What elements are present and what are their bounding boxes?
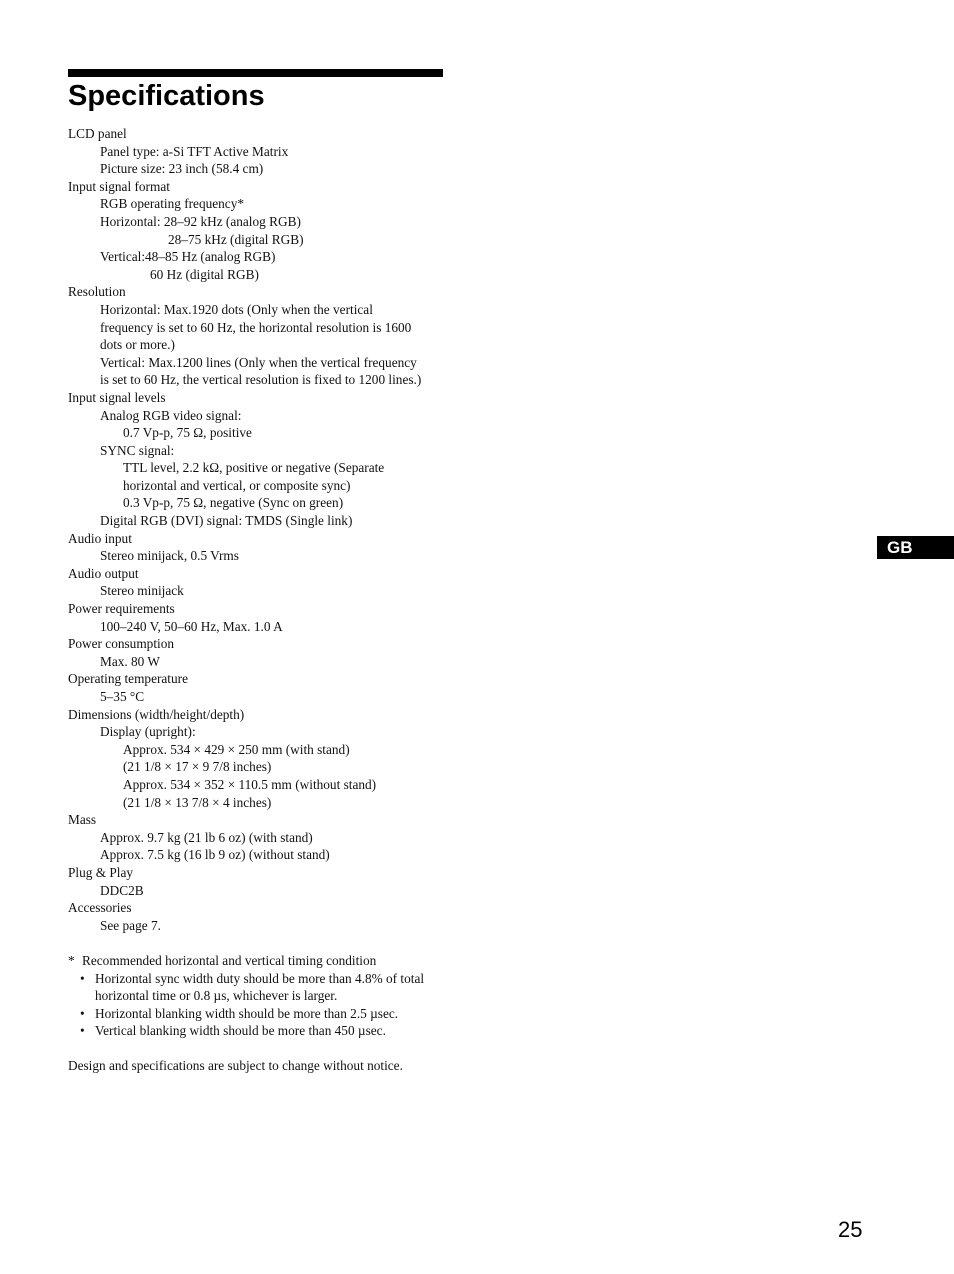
- footnote-bullet-text: Horizontal blanking width should be more than 2.5 µsec.: [95, 1005, 399, 1021]
- spec-detail: frequency is set to 60 Hz, the horizontal resolution is 1600: [100, 319, 412, 335]
- footnote-bullet: [68, 1022, 448, 1040]
- spec-detail: DDC2B: [100, 882, 144, 898]
- spec-heading: Audio output: [68, 565, 139, 581]
- spec-detail: Stereo minijack: [100, 583, 184, 599]
- spec-detail: Digital RGB (DVI) signal: TMDS (Single link): [100, 513, 353, 529]
- spec-detail: Display (upright):: [100, 724, 196, 740]
- spec-heading: Audio input: [68, 530, 132, 546]
- spec-content: [68, 125, 448, 1075]
- spec-heading: LCD panel: [68, 126, 127, 141]
- spacer: [68, 1040, 448, 1058]
- spec-detail: (21 1/8 × 13 7/8 × 4 inches): [123, 794, 272, 810]
- spec-detail: Approx. 7.5 kg (16 lb 9 oz) (without stand): [100, 847, 330, 863]
- spec-detail: Stereo minijack, 0.5 Vrms: [100, 548, 239, 564]
- spec-detail: horizontal and vertical, or composite sync): [123, 477, 351, 493]
- spacer: [68, 934, 448, 952]
- spec-heading: Accessories: [68, 900, 132, 916]
- footnote-text: Recommended horizontal and vertical timing condition: [82, 952, 377, 968]
- spec-detail: Max. 80 W: [100, 653, 160, 669]
- title-rule: [68, 69, 443, 77]
- spec-detail: (21 1/8 × 17 × 9 7/8 inches): [123, 759, 272, 775]
- spec-heading: Input signal format: [68, 178, 170, 194]
- spec-detail: 28–75 kHz (digital RGB): [168, 231, 304, 247]
- closing-note: Design and specifications are subject to change without notice.: [68, 1058, 403, 1074]
- spec-detail: Vertical: Max.1200 lines (Only when the vertical frequency: [100, 354, 417, 370]
- spec-detail: is set to 60 Hz, the vertical resolution is fixed to 1200 lines.): [100, 372, 422, 388]
- spec-detail: Panel type: a-Si TFT Active Matrix: [100, 143, 289, 159]
- spec-detail: Vertical:48–85 Hz (analog RGB): [100, 249, 276, 265]
- footnote: [68, 952, 448, 1040]
- spec-detail: TTL level, 2.2 kΩ, positive or negative (Separate: [123, 460, 385, 476]
- footnote-mark: *: [68, 952, 75, 968]
- bullet-icon: •: [80, 970, 85, 986]
- spec-detail: Approx. 9.7 kg (21 lb 6 oz) (with stand): [100, 829, 313, 845]
- footnote-bullet: [68, 1005, 448, 1023]
- spec-list: [68, 125, 448, 934]
- spec-heading: Power consumption: [68, 636, 174, 652]
- spec-detail: 0.7 Vp-p, 75 Ω, positive: [123, 425, 252, 441]
- footnote-bullet: [68, 970, 448, 988]
- spec-heading: Plug & Play: [68, 864, 134, 880]
- spec-heading: Operating temperature: [68, 671, 188, 687]
- spec-heading: Mass: [68, 812, 97, 828]
- spec-detail: SYNC signal:: [100, 442, 175, 458]
- spec-detail: 60 Hz (digital RGB): [150, 266, 259, 282]
- spec-detail: Picture size: 23 inch (58.4 cm): [100, 161, 264, 177]
- spec-detail: Horizontal: 28–92 kHz (analog RGB): [100, 213, 301, 229]
- spec-detail: 100–240 V, 50–60 Hz, Max. 1.0 A: [100, 618, 283, 634]
- bullet-icon: •: [80, 1023, 85, 1039]
- spec-detail: See page 7.: [100, 917, 161, 933]
- language-tab: GB: [877, 536, 954, 559]
- spec-detail: Approx. 534 × 429 × 250 mm (with stand): [123, 741, 350, 757]
- spec-heading: Dimensions (width/height/depth): [68, 706, 245, 722]
- spec-detail: Approx. 534 × 352 × 110.5 mm (without stand): [123, 776, 377, 792]
- bullet-icon: •: [80, 1005, 85, 1021]
- spec-detail: RGB operating frequency*: [100, 196, 245, 212]
- spec-heading: Input signal levels: [68, 389, 166, 405]
- spec-detail: 0.3 Vp-p, 75 Ω, negative (Sync on green): [123, 495, 344, 511]
- footnote-bullets: [68, 970, 448, 1040]
- spec-detail: dots or more.): [100, 337, 175, 353]
- spec-detail: 5–35 °C: [100, 689, 145, 704]
- spec-heading: Resolution: [68, 284, 126, 300]
- page-title: Specifications: [68, 80, 265, 112]
- footnote-heading: [68, 952, 448, 970]
- spec-detail: Horizontal: Max.1920 dots (Only when the vertical: [100, 301, 373, 317]
- page-number: 25: [838, 1217, 863, 1242]
- footnote-bullet-text: Horizontal sync width duty should be more than 4.8% of total: [95, 970, 425, 986]
- footnote-bullet-continuation: horizontal time or 0.8 µs, whichever is larger.: [95, 988, 338, 1004]
- spec-heading: Power requirements: [68, 601, 175, 617]
- footnote-bullet-text: Vertical blanking width should be more than 450 µsec.: [95, 1023, 386, 1039]
- spec-detail: Analog RGB video signal:: [100, 407, 242, 423]
